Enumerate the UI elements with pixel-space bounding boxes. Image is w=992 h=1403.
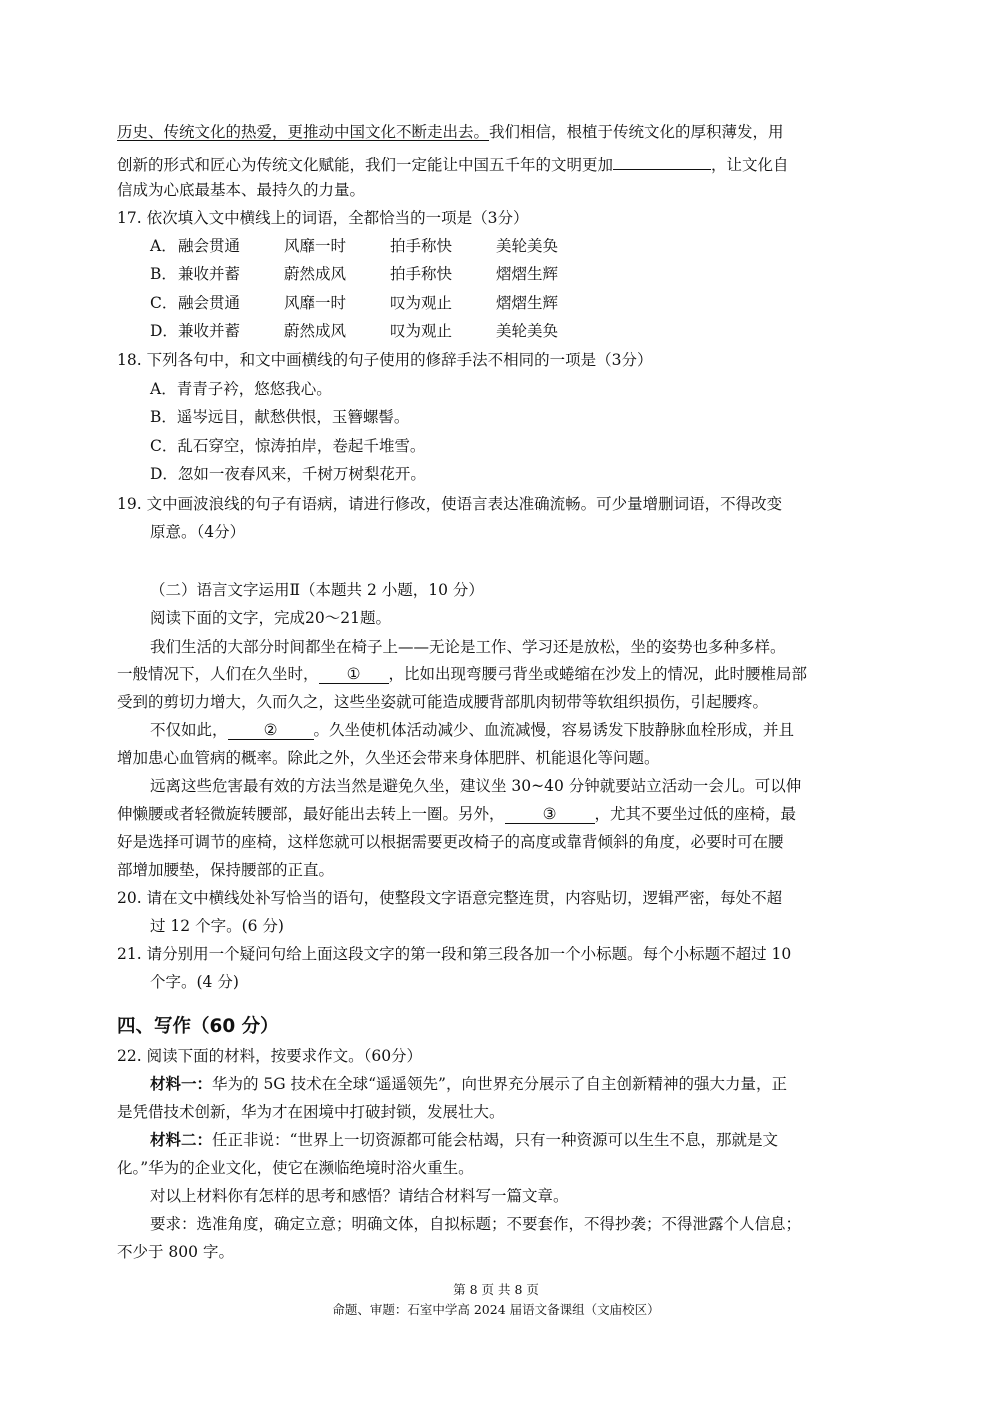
question-22-stem: 22. 阅读下面的材料，按要求作文。（60分） — [117, 1047, 423, 1065]
paragraph-1-line-2: 一般情况下，人们在久坐时， ① ，比如出现弯腰弓背坐或蜷缩在沙发上的情况，此时腰椎局部 — [117, 665, 808, 683]
paragraph-3-line-4: 部增加腰垫，保持腰部的正直。 — [117, 861, 335, 879]
paragraph-1-line-3: 受到的剪切力增大，久而久之，这些坐姿就可能造成腰背部肌肉韧带等软组织损伤，引起腰疼。 — [117, 693, 769, 711]
q18-option-a: A．青青子衿，悠悠我心。 — [150, 380, 332, 398]
q17-option-d: D．兼收并蓄 蔚然成风 叹为观止 美轮美奂 — [150, 322, 559, 340]
blank-1: ① — [319, 665, 389, 684]
underlined-sentence: 历史、传统文化的热爱，更推动中国文化不断走出去。 — [117, 123, 490, 141]
paragraph-3-line-2: 伸懒腰或者轻微旋转腰部，最好能出去转上一圈。另外， ③ ，尤其不要坐过低的座椅，最 — [117, 805, 797, 823]
page-number: 第 8 页 共 8 页 — [453, 1282, 539, 1297]
paragraph-1-line-1: 我们生活的大部分时间都坐在椅子上——无论是工作、学习还是放松，坐的姿势也多种多样。 — [150, 638, 786, 656]
q18-option-d: D．忽如一夜春风来，千树万树梨花开。 — [150, 465, 426, 483]
question-17-stem: 17. 依次填入文中横线上的词语，全都恰当的一项是（3分） — [117, 209, 529, 227]
passage-line-1 — [117, 121, 784, 143]
q18-option-b: B．遥岑远目，献愁供恨，玉簪螺髻。 — [150, 408, 410, 426]
paragraph-2-line-2: 增加患心血管病的概率。除此之外，久坐还会带来身体肥胖、机能退化等问题。 — [117, 749, 660, 767]
material-1-line-1: 材料一：华为的 5G 技术在全球“遥遥领先”，向世界充分展示了自主创新精神的强大力量，正 — [150, 1074, 787, 1093]
passage-line-2 — [117, 151, 789, 176]
question-21-line-1: 21. 请分别用一个疑问句给上面这段文字的第一段和第三段各加一个小标题。每个小标题不超过 10 — [117, 945, 792, 963]
section-2-title: （二）语言文字运用Ⅱ（本题共 2 小题，10 分） — [150, 581, 484, 599]
requirements-line-2: 不少于 800 字。 — [117, 1243, 234, 1261]
paragraph-2-line-1: 不仅如此， ② 。久坐使机体活动减少、血流减慢，容易诱发下肢静脉血栓形成，并且 — [150, 721, 795, 739]
question-19-line-1: 19. 文中画波浪线的句子有语病，请进行修改，使语言表达准确流畅。可少量增删词语，不得改变 — [117, 495, 783, 513]
material-1-label: 材料一： — [150, 1074, 213, 1093]
footer-credit: 命题、审题：石室中学高 2024 届语文备课组（文庙校区） — [332, 1302, 660, 1317]
q18-option-c: C．乱石穿空，惊涛拍岸，卷起千堆雪。 — [150, 437, 426, 455]
material-2-label: 材料二： — [150, 1130, 213, 1149]
paragraph-3-line-1: 远离这些危害最有效的方法当然是避免久坐，建议坐 30~40 分钟就要站立活动一会儿。可以伸 — [150, 777, 802, 795]
passage-line-3: 信成为心底最基本、最持久的力量。 — [117, 181, 366, 199]
blank-3: ③ — [505, 805, 595, 824]
material-2-line-1: 材料二：任正非说：“世界上一切资源都可能会枯竭，只有一种资源可以生生不息，那就是文 — [150, 1130, 778, 1149]
passage-text: ，让文化自 — [711, 156, 789, 174]
q17-option-b: B．兼收并蓄 蔚然成风 拍手称快 熠熠生辉 — [150, 265, 559, 283]
q17-option-c: C．融会贯通 风靡一时 叹为观止 熠熠生辉 — [150, 294, 559, 312]
passage-text: 我们相信，根植于传统文化的厚积薄发，用 — [489, 123, 784, 141]
fill-blank — [613, 151, 711, 170]
question-19-line-2: 原意。（4分） — [150, 523, 246, 541]
blank-2: ② — [228, 721, 314, 740]
section-2-instruction: 阅读下面的文字，完成20～21题。 — [150, 609, 391, 627]
writing-prompt: 对以上材料你有怎样的思考和感悟？请结合材料写一篇文章。 — [150, 1187, 569, 1205]
question-20-line-2: 过 12 个字。(6 分) — [150, 917, 284, 935]
material-1-line-2: 是凭借技术创新，华为才在困境中打破封锁，发展壮大。 — [117, 1103, 505, 1121]
question-21-line-2: 个字。(4 分) — [150, 973, 239, 991]
question-20-line-1: 20. 请在文中横线处补写恰当的语句，使整段文字语意完整连贯，内容贴切，逻辑严密，每处不超 — [117, 889, 783, 907]
paragraph-3-line-3: 好是选择可调节的座椅，这样您就可以根据需要更改椅子的高度或靠背倾斜的角度，必要时可在腰 — [117, 833, 784, 851]
passage-text: 创新的形式和匠心为传统文化赋能，我们一定能让中国五千年的文明更加 — [117, 156, 614, 174]
material-2-line-2: 化。”华为的企业文化，使它在濒临绝境时浴火重生。 — [117, 1159, 474, 1177]
q17-option-a: A．融会贯通 风靡一时 拍手称快 美轮美奂 — [150, 237, 559, 255]
writing-section-heading: 四、写作（60 分） — [117, 1016, 279, 1037]
requirements-line-1: 要求：选准角度，确定立意；明确文体，自拟标题；不要套作，不得抄袭；不得泄露个人信息； — [150, 1215, 802, 1233]
question-18-stem: 18. 下列各句中，和文中画横线的句子使用的修辞手法不相同的一项是（3分） — [117, 351, 653, 369]
